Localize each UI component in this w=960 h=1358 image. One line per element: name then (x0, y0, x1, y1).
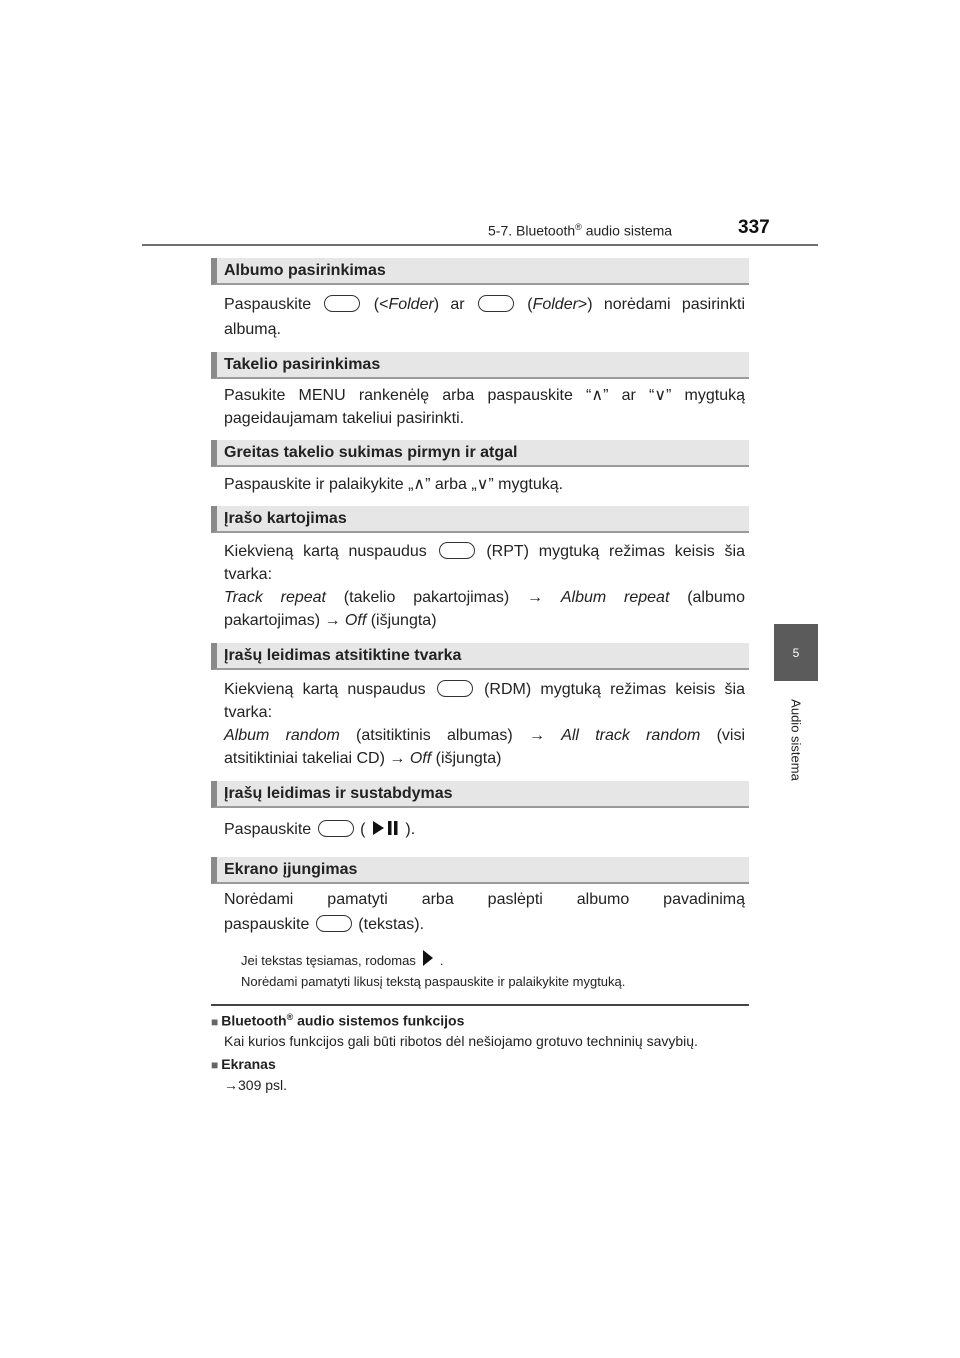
text: Off (344, 612, 367, 629)
text: ( (355, 821, 366, 838)
note-body-display: →309 psl. (224, 1077, 288, 1093)
button-icon (316, 915, 352, 932)
bullet-icon: ■ (211, 1058, 219, 1072)
text: audio sistemos funkcijos (293, 1012, 465, 1029)
text: Album random (224, 727, 340, 744)
text: (RPT) mygtuką režimas keisis šia (476, 543, 746, 560)
text: Album repeat (560, 589, 670, 606)
text: >) norėdami pasirinkti (577, 296, 746, 313)
note-body-bluetooth: Kai kurios funkcijos gali būti ribotos dėl nešiojamo grotuvo techninių savybių. (224, 1033, 698, 1049)
text: paspauskite (224, 916, 310, 933)
text: (atsitiktinis albumas) → (339, 727, 562, 744)
text: tvarka: (224, 704, 273, 721)
text: Jei tekstas tęsiamas, rodomas (241, 953, 416, 968)
text: (RDM) mygtuką režimas keisis šia (474, 681, 745, 698)
section-heading-repeat: Įrašo kartojimas (211, 506, 749, 533)
text: All track random (561, 727, 701, 744)
notes-divider (211, 1004, 749, 1006)
text: . (439, 953, 444, 968)
chapter-number: 5 (792, 645, 800, 660)
section-heading-random: Įrašų leidimas atsitiktine tvarka (211, 643, 749, 670)
section-text-track-select: Pasukite MENU rankenėlę arba paspauskite “∧” ar “∨” mygtuką pageidaujamam takeliui pasirinkti. (224, 387, 745, 427)
chapter-label: Audio sistema (788, 699, 804, 781)
section-text-display (224, 888, 745, 936)
text: Norėdami pamatyti arba paslėpti albumo pavadinimą (224, 891, 745, 908)
page-number: 337 (738, 217, 770, 238)
text: (visi (700, 727, 746, 744)
chapter-tab (774, 624, 818, 681)
button-icon (324, 295, 360, 312)
text: (išjungta) (431, 750, 502, 767)
text: Kiekvieną kartą nuspaudus (224, 681, 426, 698)
text: Bluetooth (221, 1012, 287, 1029)
text: (takelio pakartojimas) → (326, 589, 561, 606)
section-header-prefix: 5-7. Bluetooth (488, 222, 576, 239)
registered-mark: ® (575, 222, 582, 232)
text: tvarka: (224, 566, 273, 583)
registered-mark: ® (286, 1012, 294, 1022)
section-header-suffix: audio sistema (581, 222, 673, 239)
text: Folder (388, 296, 434, 313)
text: albumą. (224, 321, 281, 338)
text: pakartojimas) → (224, 612, 345, 629)
header-divider (142, 244, 818, 246)
text: Ekranas (221, 1056, 276, 1072)
section-heading-album-select: Albumo pasirinkimas (211, 258, 749, 285)
text: Track repeat (224, 589, 326, 606)
text: ( (515, 296, 533, 313)
section-text-play-pause (224, 818, 745, 843)
text: (tekstas). (353, 916, 425, 933)
display-note-continued (241, 949, 443, 970)
section-heading-track-select: Takelio pasirinkimas (211, 352, 749, 379)
button-icon (318, 820, 354, 837)
note-title-display (211, 1056, 276, 1072)
button-icon (439, 542, 475, 559)
section-heading-play-pause: Įrašų leidimas ir sustabdymas (211, 781, 749, 808)
text: Folder (532, 296, 578, 313)
note-title-bluetooth (211, 1012, 464, 1029)
text: ) ar (433, 296, 465, 313)
bullet-icon: ■ (211, 1014, 219, 1029)
continue-arrow-icon (422, 949, 434, 970)
text: ). (405, 821, 416, 838)
text: Paspauskite (224, 821, 312, 838)
section-heading-fast-forward: Greitas takelio sukimas pirmyn ir atgal (211, 440, 749, 467)
button-icon (437, 680, 473, 697)
section-text-fast-forward: Paspauskite ir palaikykite „∧” arba „∨” mygtuką. (224, 476, 564, 493)
section-text-repeat (224, 540, 745, 632)
section-text-random (224, 678, 745, 770)
text: Paspauskite (224, 296, 312, 313)
button-icon (478, 295, 514, 312)
section-text-album-select (224, 293, 745, 341)
play-pause-icon (371, 820, 399, 843)
text: atsitiktiniai takeliai CD) → (224, 750, 410, 767)
text: Off (409, 750, 432, 767)
text: (< (362, 296, 389, 313)
text: (išjungta) (366, 612, 437, 629)
display-note-remaining: Norėdami pamatyti likusį tekstą paspauskite ir palaikykite mygtuką. (241, 974, 626, 989)
section-header (488, 222, 672, 239)
text: Kiekvieną kartą nuspaudus (224, 543, 427, 560)
text: (albumo (669, 589, 746, 606)
section-heading-display: Ekrano įjungimas (211, 857, 749, 884)
